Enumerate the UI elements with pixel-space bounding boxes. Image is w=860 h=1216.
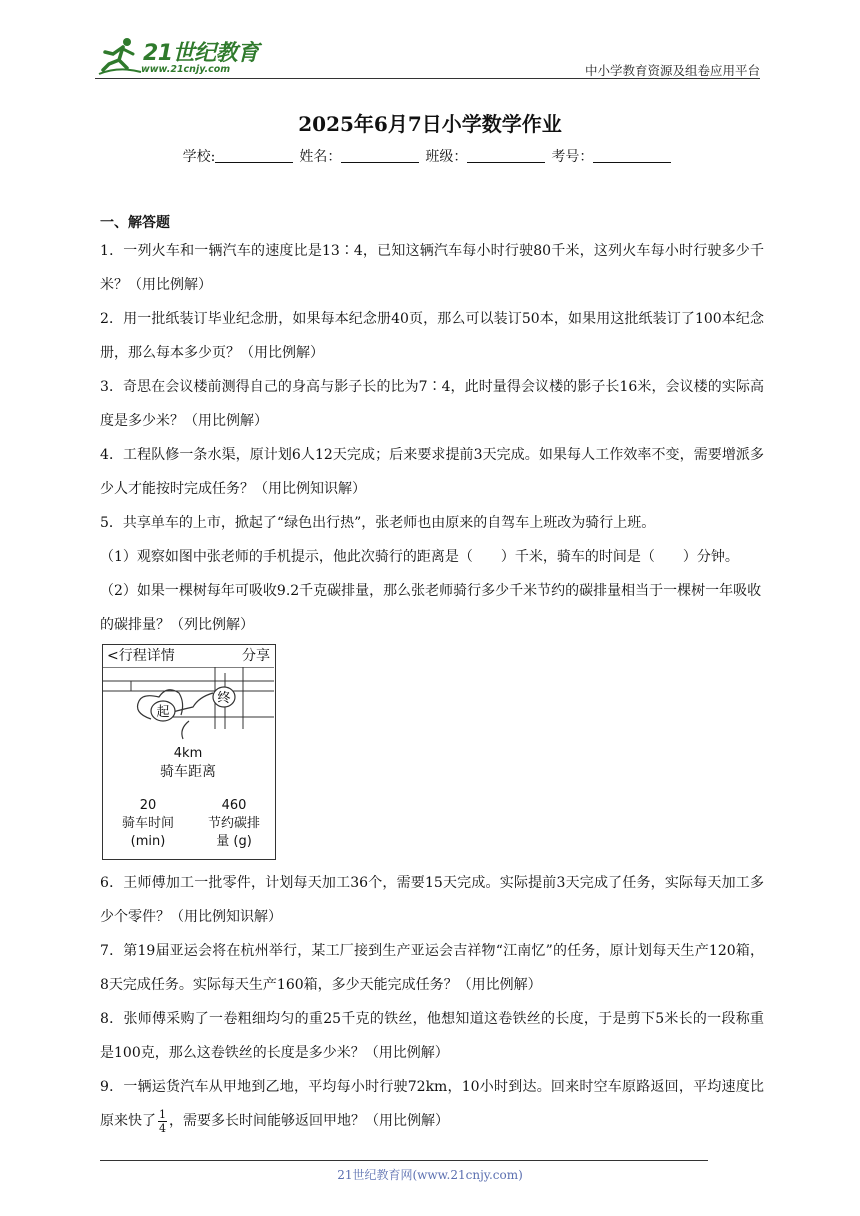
question-1: 1．一列火车和一辆汽车的速度比是13∶4，已知这辆汽车每小时行驶80千米，这列火车每小时行驶多少千米？（用比例解） [100, 243, 764, 293]
ride-details-back: <行程详情 [107, 648, 175, 664]
page-title: 2025年6月7日小学数学作业 [298, 112, 562, 136]
name-blank [341, 148, 419, 163]
ride-time-unit: (min) [130, 834, 166, 849]
class-label: 班级： [425, 149, 468, 165]
question-9-text-a: 9．一辆运货汽车从甲地到乙地，平均每小时行驶72km，10小时到达。回来时空车原路返回，平均速度比原来快了 [100, 1079, 764, 1129]
ride-distance-value: 4km [173, 746, 203, 761]
question-8: 8．张师傅采购了一卷粗细均匀的重25千克的铁丝，他想知道这卷铁丝的长度，于是剪下5米长的一段称重是100克，那么这卷铁丝的长度是多少米？（用比例解） [100, 1011, 764, 1061]
question-2: 2．用一批纸装订毕业纪念册，如果每本纪念册40页，那么可以装订50本，如果用这批纸装订了100本纪念册，那么每本多少页？（用比例解） [100, 311, 764, 361]
platform-name: 中小学教育资源及组卷应用平台 [584, 63, 760, 78]
question-5: 5．共享单车的上市，掀起了“绿色出行热”，张老师也由原来的自驾车上班改为骑行上班。 [100, 515, 656, 531]
exam-no-blank [593, 148, 671, 163]
header-divider [95, 78, 760, 79]
logo-text: 21世纪教育 [143, 41, 259, 66]
route-start-marker: 起 [156, 705, 170, 720]
question-6: 6．王师傅加工一批零件，计划每天加工36个，需要15天完成。实际提前3天完成了任务，实际每天加工多少个零件？（用比例知识解） [100, 875, 764, 925]
fraction-numerator: 1 [159, 1107, 166, 1121]
question-9 [100, 1070, 764, 1138]
student-info-line [0, 146, 860, 166]
fraction-denominator: 4 [159, 1121, 166, 1135]
school-label: 学校: [182, 149, 216, 165]
question-9-text-b: ，需要多长时间能够返回甲地？（用比例解） [169, 1113, 449, 1129]
fraction-one-quarter [158, 1108, 167, 1135]
question-7: 7．第19届亚运会将在杭州举行，某工厂接到生产亚运会吉祥物“江南忆”的任务，原计划每天生产120箱，8天完成任务。实际每天生产160箱，多少天能完成任务？（用比例解） [100, 943, 764, 993]
carbon-saved-stat [199, 797, 269, 851]
name-label: 姓名： [299, 149, 342, 165]
runner-logo-icon [97, 36, 143, 76]
logo [95, 34, 260, 78]
section-title: 一、解答题 [100, 215, 170, 231]
route-map-icon [103, 667, 274, 747]
class-blank [467, 148, 545, 163]
carbon-saved-label: 节约碳排 [207, 816, 260, 831]
logo-url: www.21cnjy.com [141, 64, 231, 75]
question-5-part-1: （1）观察如图中张老师的手机提示，他此次骑行的距离是（ ）千米，骑车的时间是（ ）分钟。 [100, 549, 739, 565]
ride-time-stat [113, 797, 183, 851]
ride-time-value: 20 [139, 798, 157, 813]
ride-details-figure [102, 644, 276, 860]
carbon-saved-unit: 量 (g) [216, 834, 252, 849]
ride-distance-label: 骑车距离 [160, 764, 216, 780]
route-end-marker: 终 [217, 691, 231, 706]
carbon-saved-value: 460 [221, 798, 247, 813]
question-5-part-2: （2）如果一棵树每年可吸收9.2千克碳排量，那么张老师骑行多少千米节约的碳排量相当于一棵树一年吸收的碳排量？（列比例解） [100, 583, 762, 633]
ride-time-label: 骑车时间 [121, 816, 174, 831]
question-3: 3．奇思在会议楼前测得自己的身高与影子长的比为7∶4，此时量得会议楼的影子长16米，会议楼的实际高度是多少米？（用比例解） [100, 379, 764, 429]
footer-divider [100, 1160, 708, 1161]
page-header [95, 34, 760, 80]
question-4: 4．工程队修一条水渠，原计划6人12天完成；后来要求提前3天完成。如果每人工作效率不变，需要增派多少人才能按时完成任务？（用比例知识解） [100, 447, 764, 497]
exam-no-label: 考号： [551, 149, 594, 165]
questions-list [100, 234, 764, 1138]
school-blank [215, 148, 293, 163]
page-footer: 21世纪教育网(www.21cnjy.com) [337, 1168, 523, 1182]
ride-share-label: 分享 [242, 648, 270, 664]
